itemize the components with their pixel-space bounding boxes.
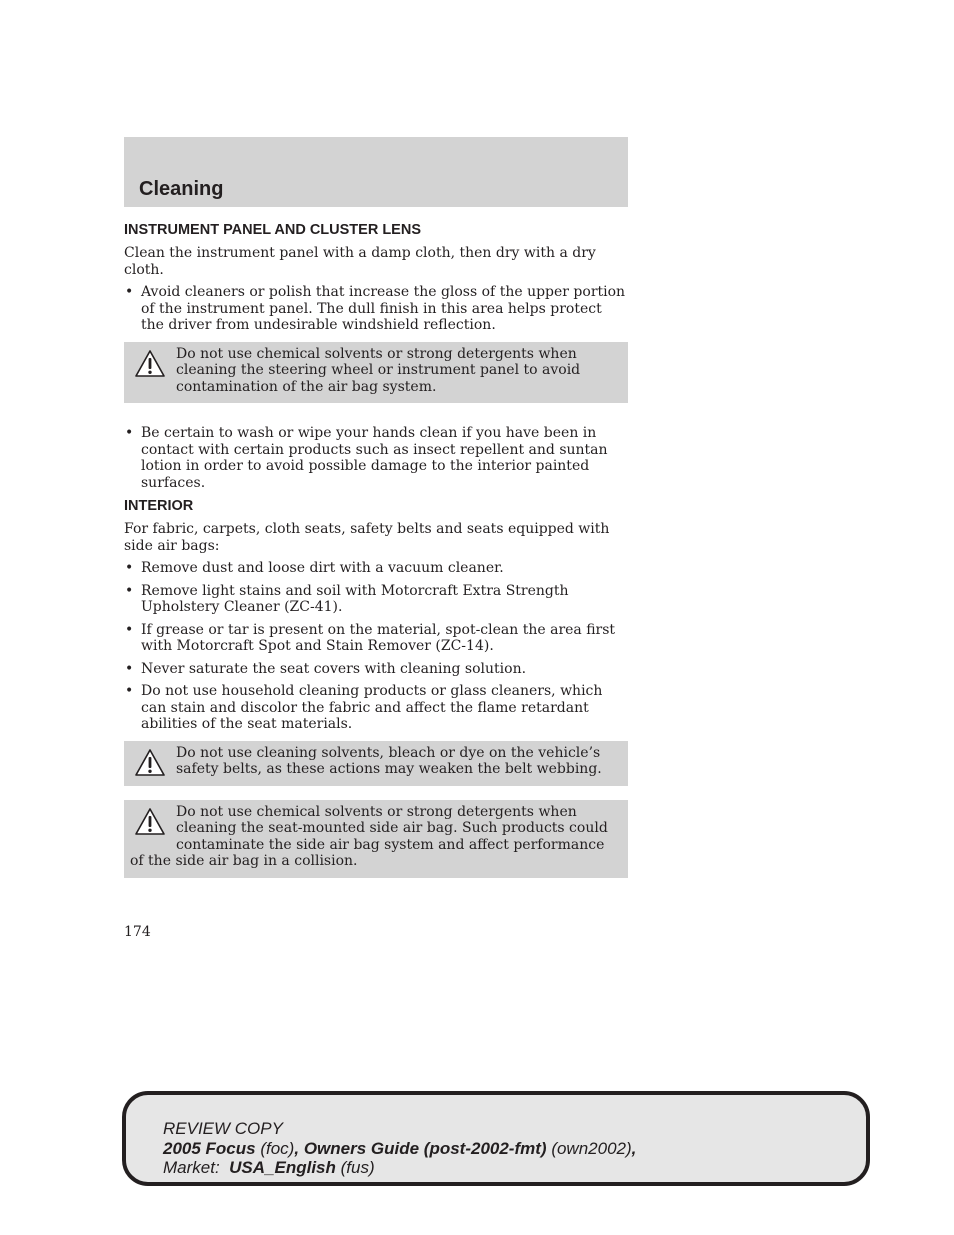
warning-text: Do not use chemical solvents or strong detergents when cleaning the seat-mounted side air bag. Such products could contaminate the side air bag system and affect performance of the side air bag in a collision. [130,803,608,869]
warning-triangle-icon [134,748,166,778]
section-header-band [124,137,628,207]
review-copy-text [163,1119,636,1178]
bullet-text: If grease or tar is present on the material, spot-clean the area first with Motorcraft Spot and Stain Remover (ZC-14). [141,621,616,654]
page-content [124,221,628,892]
review-separator: , [631,1138,637,1158]
list-item [124,425,628,491]
review-line-3 [163,1158,636,1178]
bullet-text: Remove light stains and soil with Motorcraft Extra Strength Upholstery Cleaner (ZC-41). [141,582,569,615]
review-label: REVIEW COPY [163,1119,283,1138]
bullet-dot: • [125,284,134,300]
bullet-dot: • [125,660,134,677]
warning-triangle-icon [134,807,166,837]
review-separator: , [294,1138,300,1158]
list-item [124,622,628,655]
review-model-code: (foc) [260,1138,295,1158]
review-market-label: Market: [163,1158,220,1177]
bullet-dot: • [125,560,134,576]
review-line-1 [163,1119,636,1139]
page-number: 174 [124,924,151,940]
bullet-dot: • [125,683,134,699]
review-guide-code: (own2002) [551,1138,632,1158]
review-market: USA_English [229,1158,336,1177]
bullet-text: Remove dust and loose dirt with a vacuum cleaner. [141,560,504,576]
list-item [124,683,628,733]
heading-instrument-panel: INSTRUMENT PANEL AND CLUSTER LENS [124,222,421,238]
list-item [124,560,628,577]
review-guide: Owners Guide (post-2002-fmt) [303,1138,547,1158]
bullet-dot: • [125,621,134,638]
bullet-dot: • [125,582,134,599]
list-item [124,583,628,616]
bullet-text: Avoid cleaners or polish that increase the gloss of the upper portion of the instrument panel. The dull finish in this area helps protect the driver from undesirable windshield reflection. [141,284,626,333]
heading-interior: INTERIOR [124,498,194,514]
warning-text: Do not use chemical solvents or strong detergents when cleaning the steering wheel or instrument panel to avoid contamination of the air bag system. [176,345,581,395]
review-copy-box [122,1091,870,1186]
list-item [124,284,628,334]
warning-triangle-icon [134,349,166,379]
page-title: Cleaning [139,178,224,200]
warning-box [124,741,628,786]
paragraph-interior-intro: For fabric, carpets, cloth seats, safety belts and seats equipped with side air bags: [124,521,610,554]
bullet-text: Never saturate the seat covers with cleaning solution. [141,660,527,677]
warning-box [124,800,628,878]
review-market-code: (fus) [340,1158,375,1177]
paragraph-instrument-intro: Clean the instrument panel with a damp cloth, then dry with a dry cloth. [124,245,596,278]
list-item [124,661,628,678]
bullet-text: Do not use household cleaning products or glass cleaners, which can stain and discolor the fabric and affect the flame retardant abilities of the seat materials. [141,683,603,732]
warning-box [124,342,628,404]
bullet-dot: • [125,425,134,441]
bullet-text: Be certain to wash or wipe your hands clean if you have been in contact with certain products such as insect repellent and suntan lotion in order to avoid possible damage to the interior painted surfaces. [141,425,608,491]
review-model: 2005 Focus [163,1138,256,1158]
review-line-2 [163,1139,636,1159]
warning-text: Do not use cleaning solvents, bleach or dye on the vehicle’s safety belts, as these actions may weaken the belt webbing. [176,744,602,777]
